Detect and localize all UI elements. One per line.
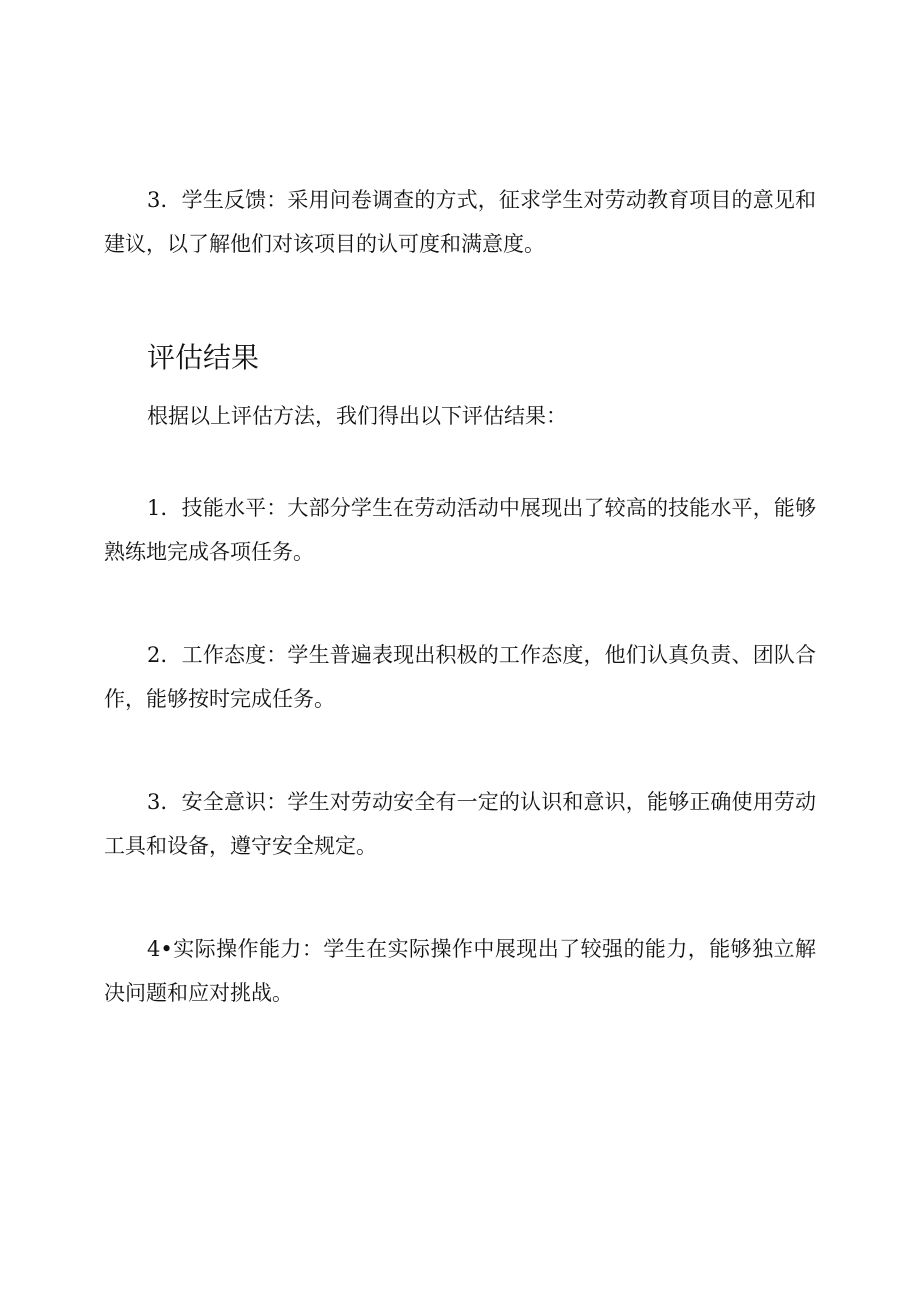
item-number: 2 xyxy=(147,643,161,667)
result-item-attitude xyxy=(104,633,816,721)
item-text: ．学生反馈：采用问卷调查的方式，征求学生对劳动教育项目的意见和建议，以了解他们对该项目的认可度和满意度。 xyxy=(104,188,816,256)
feedback-item xyxy=(104,178,816,266)
item-text: •实际操作能力：学生在实际操作中展现出了较强的能力，能够独立解决问题和应对挑战。 xyxy=(104,937,816,1005)
item-number: 1 xyxy=(147,496,161,520)
item-text: ．技能水平：大部分学生在劳动活动中展现出了较高的技能水平，能够熟练地完成各项任务。 xyxy=(104,496,816,564)
item-text: ．安全意识：学生对劳动安全有一定的认识和意识，能够正确使用劳动工具和设备，遵守安全规定。 xyxy=(104,790,816,858)
item-number: 3 xyxy=(147,188,161,212)
item-number: 3 xyxy=(147,790,161,814)
section-intro: 根据以上评估方法，我们得出以下评估结果： xyxy=(147,404,567,428)
section-title: 评估结果 xyxy=(147,341,260,374)
item-number: 4 xyxy=(147,937,161,961)
result-item-safety xyxy=(104,780,816,868)
item-text: ．工作态度：学生普遍表现出积极的工作态度，他们认真负责、团队合作，能够按时完成任务。 xyxy=(104,643,816,711)
result-item-skill xyxy=(104,486,816,574)
result-item-practical xyxy=(104,927,816,1015)
